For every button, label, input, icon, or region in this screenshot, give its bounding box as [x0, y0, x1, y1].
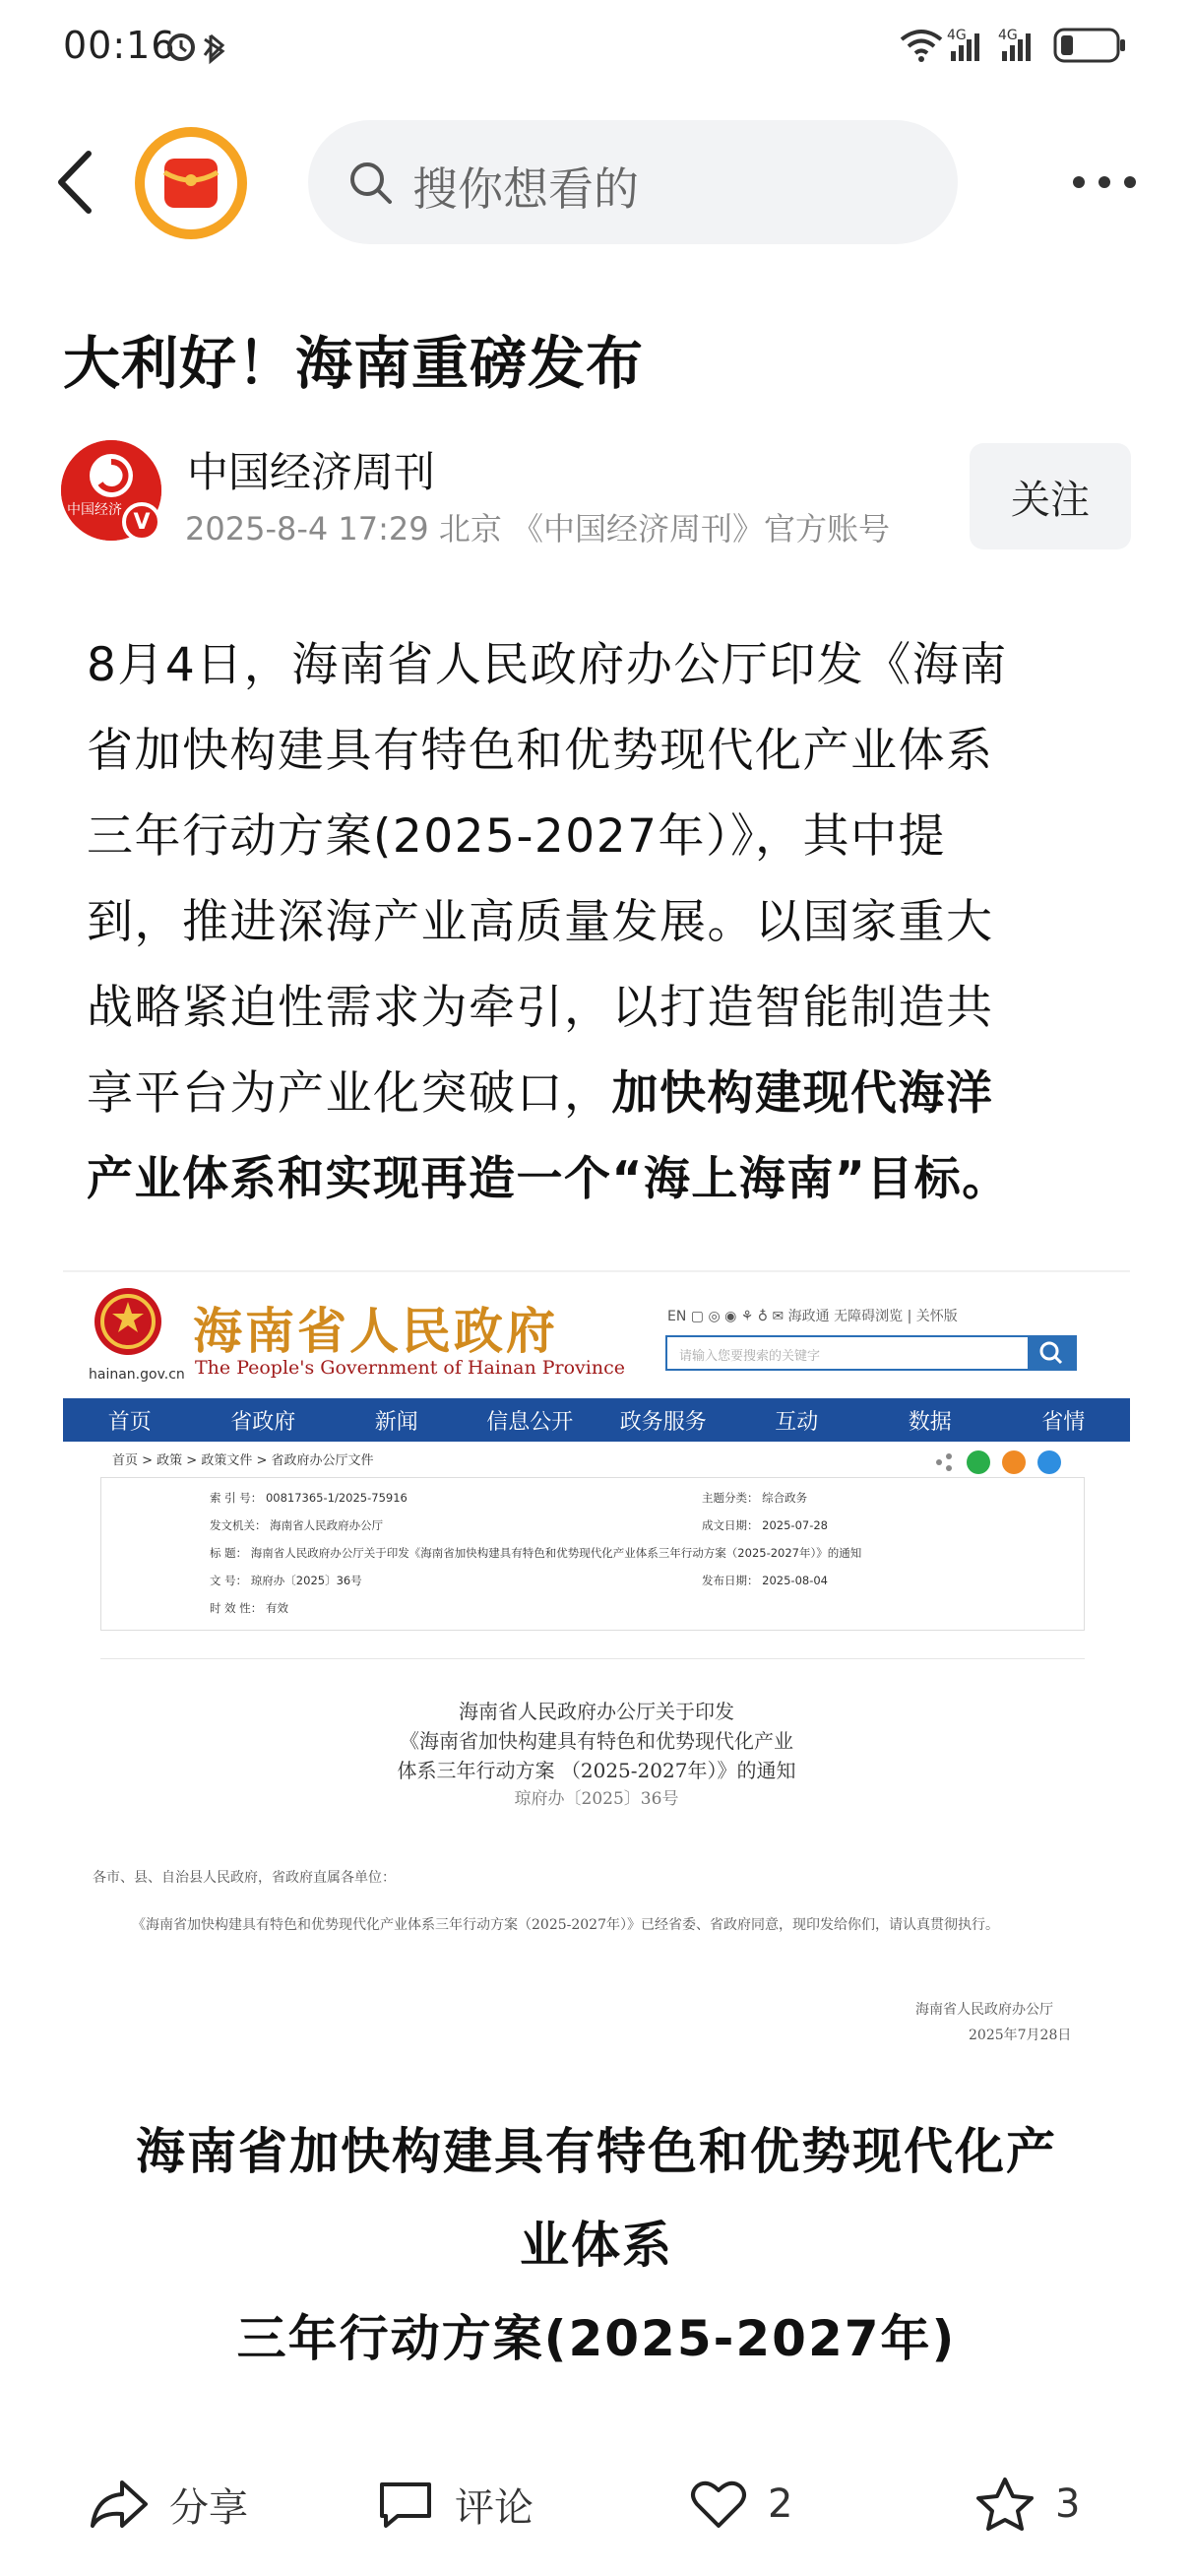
national-emblem-icon	[93, 1286, 163, 1357]
share-icon	[936, 1453, 952, 1471]
body-line: 到，推进深海产业高质量发展。以国家重大	[87, 895, 994, 949]
doc-breadcrumb: 首页 > 政策 > 政策文件 > 省政府办公厅文件	[112, 1453, 374, 1468]
status-right-icons	[898, 22, 1144, 75]
like-button[interactable]	[689, 2470, 792, 2539]
battery-icon	[1055, 30, 1125, 61]
doc-nav-item: 互动	[775, 1409, 819, 1435]
chevron-left-icon	[51, 148, 100, 217]
doc-meta-validity: 时 效 性： 有效	[210, 1601, 288, 1615]
doc-share-icons	[929, 1448, 1067, 1481]
wechat-icon	[967, 1450, 990, 1474]
dot-icon	[1124, 176, 1136, 188]
favorite-count: 3	[1055, 2481, 1081, 2527]
search-placeholder: 搜你想看的	[412, 162, 639, 216]
status-bar	[0, 0, 1193, 98]
signal-4g-icon	[947, 28, 979, 61]
caption-line: 业体系	[520, 2217, 673, 2274]
app-logo[interactable]	[135, 127, 247, 239]
doc-meta-published: 发布日期： 2025-08-04	[702, 1574, 828, 1587]
body-emphasis: 加快构建现代海洋	[611, 1066, 994, 1121]
bluetooth-icon	[205, 35, 222, 61]
doc-meta-issuer: 发文机关： 海南省人民政府办公厅	[210, 1518, 384, 1532]
search-icon	[1028, 1335, 1077, 1371]
share-arrow-icon	[89, 2477, 150, 2532]
star-icon	[974, 2476, 1036, 2533]
follow-button[interactable]: 关注	[970, 443, 1131, 549]
qzone-icon	[1037, 1450, 1061, 1474]
dot-icon	[1073, 176, 1085, 188]
body-line: 三年行动方案(2025-2027年）》，其中提	[87, 809, 947, 864]
doc-header	[63, 1272, 1130, 1398]
doc-signature: 海南省人民政府办公厅	[915, 2002, 1053, 2018]
doc-nav-item: 政务服务	[619, 1409, 707, 1435]
doc-nav-item: 省情	[1041, 1409, 1086, 1435]
doc-meta-title: 标 题： 海南省人民政府办公厅关于印发《海南省加快构建具有特色和优势现代化产业体系三年行动方案（2025-2027年）》的通知	[210, 1546, 862, 1560]
network-label: 4G	[947, 28, 967, 43]
doc-nav-item: 信息公开	[486, 1409, 574, 1435]
dot-icon	[1099, 176, 1110, 188]
doc-nav-bar	[63, 1398, 1130, 1442]
alarm-icon	[169, 35, 193, 59]
weibo-icon	[1002, 1450, 1026, 1474]
comment-label: 评论	[455, 2484, 534, 2531]
network-label: 4G	[998, 28, 1018, 43]
heart-icon	[689, 2477, 748, 2532]
doc-meta-index: 索 引 号： 00817365-1/2025-75916	[210, 1491, 408, 1505]
doc-salutation: 各市、县、自治县人民政府，省政府直属各单位：	[93, 1870, 396, 1886]
doc-top-links: EN ▢ ◎ ◉ ⚘ ♁ ✉ 海政通 无障碍浏览 | 关怀版	[667, 1309, 958, 1324]
article-image[interactable]	[63, 1270, 1130, 2050]
doc-heading-line: 体系三年行动方案 （2025-2027年）》的通知	[397, 1759, 796, 1782]
doc-heading-line: 海南省人民政府办公厅关于印发	[459, 1700, 734, 1723]
doc-meta-created: 成文日期： 2025-07-28	[702, 1518, 828, 1532]
body-emphasis: 产业体系和实现再造一个“海上海南”目标。	[87, 1152, 1010, 1206]
verified-badge: V	[122, 502, 161, 542]
body-line: 省加快构建具有特色和优势现代化产业体系	[87, 724, 994, 778]
doc-search-input: 请输入您要搜索的关键字	[665, 1335, 1030, 1371]
article-title: 大利好！海南重磅发布	[63, 330, 645, 397]
search-input[interactable]	[308, 120, 958, 244]
search-icon	[347, 160, 395, 207]
divider	[100, 1658, 1085, 1659]
favorite-button[interactable]	[974, 2470, 1080, 2539]
doc-meta-doc-no: 文 号： 琼府办〔2025〕36号	[210, 1574, 362, 1587]
comment-button[interactable]	[376, 2470, 534, 2539]
doc-domain: hainan.gov.cn	[89, 1367, 185, 1383]
caption-line: 海南省加快构建具有特色和优势现代化产	[136, 2123, 1057, 2180]
status-time: 00:16	[63, 24, 176, 67]
doc-nav-item: 数据	[908, 1409, 952, 1435]
doc-site-name-en: The People's Government of Hainan Province	[195, 1357, 625, 1379]
author-name[interactable]: 中国经济周刊	[187, 448, 436, 496]
doc-meta-table	[100, 1477, 1085, 1631]
author-meta: 2025-8-4 17:29 北京 《中国经济周刊》官方账号	[185, 510, 890, 547]
doc-nav-item: 首页	[107, 1409, 152, 1435]
doc-paragraph: 《海南省加快构建具有特色和优势现代化产业体系三年行动方案（2025-2027年）》已经省委、省政府同意，现印发给你们，请认真贯彻执行。	[132, 1917, 999, 1933]
body-line: 8月4日，海南省人民政府办公厅印发《海南	[87, 638, 1008, 692]
article-body	[87, 622, 1110, 1222]
like-count: 2	[768, 2481, 793, 2527]
comment-icon	[376, 2477, 435, 2532]
share-label: 分享	[169, 2484, 248, 2531]
doc-nav-item: 省政府	[230, 1409, 296, 1435]
doc-date: 2025年7月28日	[969, 2028, 1072, 2043]
signal-4g-icon	[998, 28, 1031, 61]
share-button[interactable]	[89, 2470, 248, 2539]
back-button[interactable]	[51, 148, 100, 217]
body-line: 战略紧迫性需求为牵引，以打造智能制造共	[87, 981, 994, 1035]
doc-heading-line: 《海南省加快构建具有特色和优势现代化产业	[400, 1729, 793, 1753]
caption-line: 三年行动方案(2025-2027年)	[236, 2310, 957, 2367]
doc-site-name: 海南省人民政府	[193, 1302, 558, 1360]
body-line	[87, 1136, 1110, 1222]
red-envelope-icon	[157, 149, 225, 218]
doc-meta-category: 主题分类： 综合政务	[702, 1491, 808, 1505]
body-text: 享平台为产业化突破口，	[87, 1066, 612, 1121]
doc-search-button	[1028, 1335, 1077, 1371]
doc-number: 琼府办〔2025〕36号	[514, 1789, 679, 1809]
doc-nav-item: 新闻	[374, 1409, 418, 1435]
bottom-action-bar	[0, 2452, 1193, 2576]
avatar-text: 中国经济	[67, 502, 122, 518]
image-caption	[0, 2105, 1193, 2386]
wifi-icon	[902, 32, 941, 62]
status-left-icons	[165, 28, 234, 71]
body-line	[87, 1051, 1110, 1136]
more-options-button[interactable]	[1073, 172, 1138, 192]
